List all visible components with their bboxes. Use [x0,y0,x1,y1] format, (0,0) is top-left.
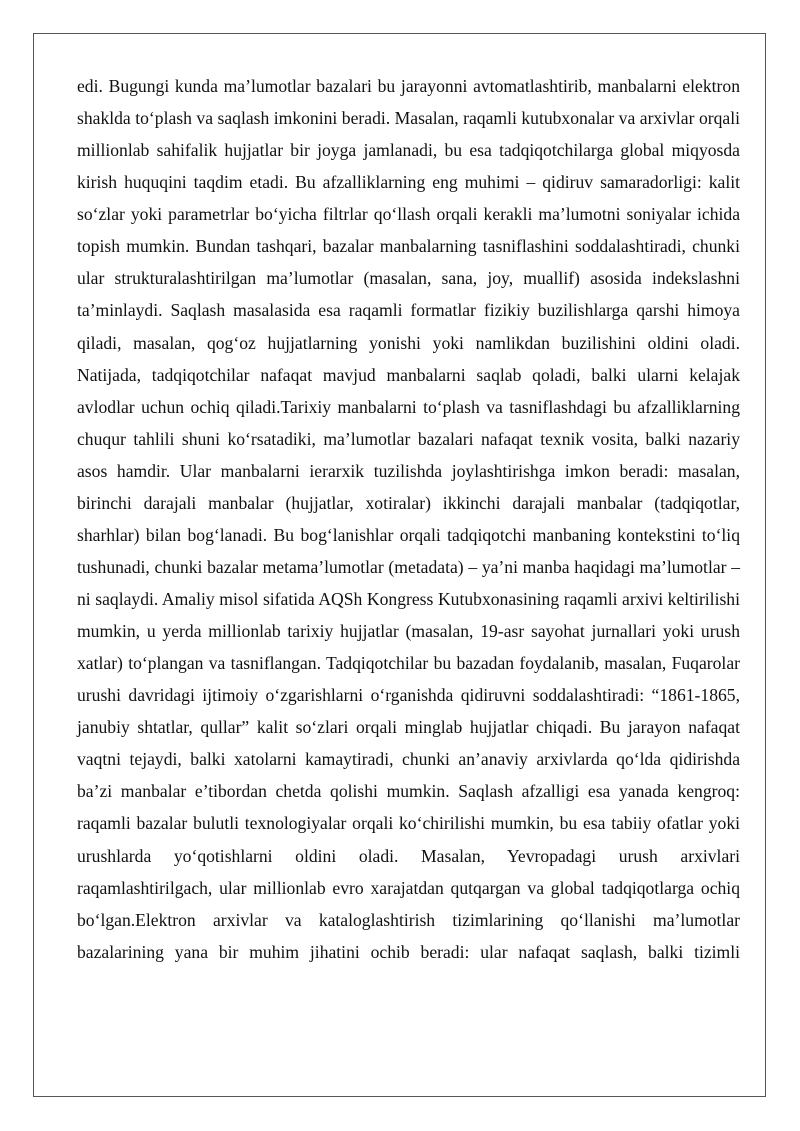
body-paragraph: edi. Bugungi kunda ma’lumotlar bazalari bu jarayonni avtomatlashtirib, manbalarni elektron shaklda to‘plash va saqlash imkonini beradi. Masalan, raqamli kutubxonalar va arxivlar orqali millionlab sahifalik hujjatlar bir joyga jamlanadi, bu esa tadqiqotchilarga global miqyosda kirish huquqini taqdim etadi. Bu afzalliklarning eng muhimi – qidiruv samaradorligi: kalit so‘zlar yoki parametrlar bo‘yicha filtrlar qo‘llash orqali kerakli ma’lumotni soniyalar ichida topish mumkin. Bundan tashqari, bazalar manbalarning tasniflashini soddalashtiradi, chunki ular strukturalashtirilgan ma’lumotlar (masalan, sana, joy, muallif) asosida indekslashni ta’minlaydi. Saqlash masalasida esa raqamli formatlar fizikiy buzilishlarga qarshi himoya qiladi, masalan, qog‘oz hujjatlarning yonishi yoki namlikdan buzilishini oldini oladi. Natijada, tadqiqotchilar nafaqat mavjud manbalarni saqlab qoladi, balki ularni kelajak avlodlar uchun ochiq qiladi.Tarixiy manbalarni to‘plash va tasniflashdagi bu afzalliklarning chuqur tahlili shuni ko‘rsatadiki, ma’lumotlar bazalari nafaqat texnik vosita, balki nazariy asos hamdir. Ular manbalarni ierarxik tuzilishda joylashtirishga imkon beradi: masalan, birinchi darajali manbalar (hujjatlar, xotiralar) ikkinchi darajali manbalar (tadqiqotlar, sharhlar) bilan bog‘lanadi. Bu bog‘lanishlar orqali tadqiqotchi manbaning kontekstini to‘liq tushunadi, chunki bazalar metama’lumotlar (metadata) – ya’ni manba haqidagi ma’lumotlar – ni saqlaydi. Amaliy misol sifatida AQSh Kongress Kutubxonasining raqamli arxivi keltirilishi mumkin, u yerda millionlab tarixiy hujjatlar (masalan, 19-asr sayohat jurnallari yoki urush xatlar) to‘plangan va tasniflangan. Tadqiqotchilar bu bazadan foydalanib, masalan, Fuqarolar urushi davridagi ijtimoiy o‘zgarishlarni o‘rganishda qidiruvni soddalashtiradi: “1861-1865, janubiy shtatlar, qullar” kalit so‘zlari orqali minglab hujjatlar chiqadi. Bu jarayon nafaqat vaqtni tejaydi, balki xatolarni kamaytiradi, chunki an’anaviy arxivlarda qo‘lda qidirishda ba’zi manbalar e’tibordan chetda qolishi mumkin. Saqlash afzalligi esa yanada kengroq: raqamli bazalar bulutli texnologiyalar orqali ko‘chirilishi mumkin, bu esa tabiiy ofatlar yoki urushlarda yo‘qotishlarni oldini oladi. Masalan, Yevropadagi urush arxivlari raqamlashtirilgach, ular millionlab evro xarajatdan qutqargan va global tadqiqotlarga ochiq bo‘lgan.Elektron arxivlar va kataloglashtirish tizimlarining qo‘llanishi ma’lumotlar bazalarining yana bir muhim jihatini ochib beradi: ular nafaqat saqlash, balki tizimli [77,76,740,962]
